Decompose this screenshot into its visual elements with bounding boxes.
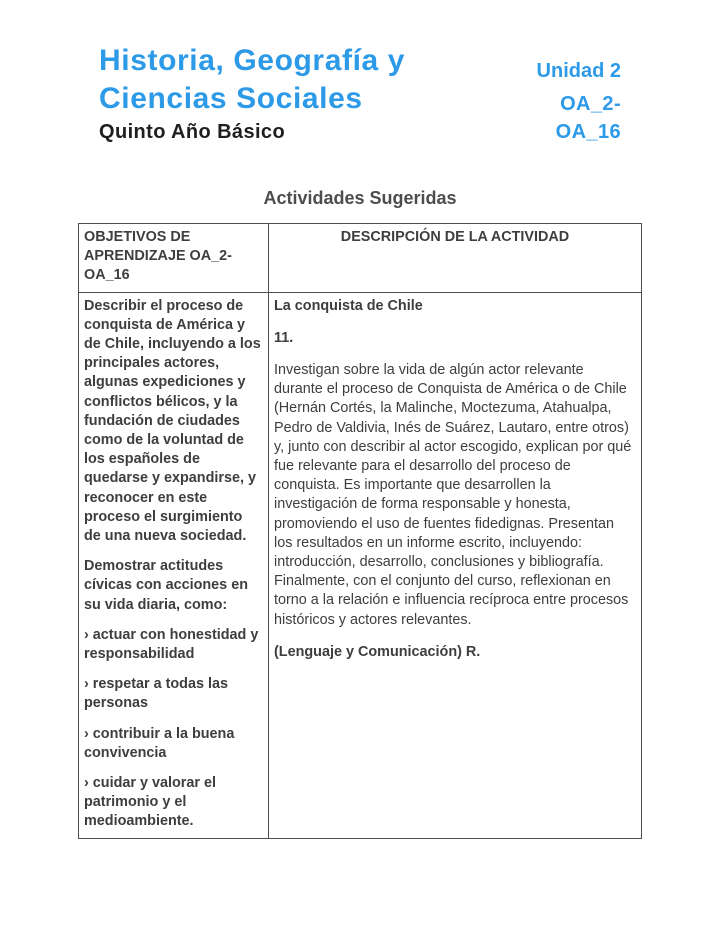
activity-title: La conquista de Chile <box>274 297 423 314</box>
description-cell <box>269 292 642 838</box>
objectives-column-header: OBJETIVOS DE APRENDIZAJE OA_2-OA_16 <box>79 224 269 293</box>
oa-code: OA_2-OA_16 <box>555 93 621 143</box>
objective-bullet-1: › actuar con honestidad y responsabilidad <box>84 626 259 663</box>
activities-table <box>78 223 642 839</box>
table-header-row <box>79 224 642 293</box>
document-header <box>99 42 621 146</box>
subject-title: Historia, Geografía y Ciencias Sociales <box>99 44 406 115</box>
activity-subject-tag: (Lenguaje y Comunicación) R. <box>274 643 481 660</box>
table-row <box>79 292 642 838</box>
objective-bullet-2: › respetar a todas las personas <box>84 676 228 712</box>
header-left-block <box>99 42 516 146</box>
objectives-cell <box>79 292 269 838</box>
objective-paragraph-2: Demostrar actitudes cívicas con acciones en su vida diaria, como: <box>84 558 248 613</box>
grade-level: Quinto Año Básico <box>99 121 286 143</box>
description-column-header: DESCRIPCIÓN DE LA ACTIVIDAD <box>269 224 642 293</box>
objective-paragraph-1: Describir el proceso de conquista de América y de Chile, incluyendo a los principales actores, algunas expediciones y conflictos bélicos, y la fundación de ciudades como de la voluntad de los españoles de quedarse y expandirse, y reconocer en este proceso el surgimiento de una nueva sociedad. <box>84 297 261 545</box>
unit-label: Unidad 2 <box>536 60 621 82</box>
activity-description: Investigan sobre la vida de algún actor relevante durante el proceso de Conquista de América o de Chile (Hernán Cortés, la Malinche, Moctezuma, Atahualpa, Pedro de Valdivia, Inés de Suárez, Lautaro, entre otros) y, junto con describir al actor escogido, explican por qué fue relevante para el desarrollo del proceso de conquista. Es importante que desarrollen la investigación de forma responsable y honesta, promoviendo el uso de fuentes fidedignas. Presentan los resultados en un informe escrito, incluyendo: introducción, desarrollo, conclusiones y bibliografía. Finalmente, con el conjunto del curso, reflexionan en torno a la relación e influencia recíproca entre procesos históricos y actores relevantes. <box>274 362 632 628</box>
activity-number: 11. <box>274 329 294 346</box>
section-heading: Actividades Sugeridas <box>263 188 457 208</box>
header-right-block <box>516 52 621 146</box>
objective-bullet-4: › cuidar y valorar el patrimonio y el medioambiente. <box>84 775 216 830</box>
objective-bullet-3: › contribuir a la buena convivencia <box>84 725 235 761</box>
